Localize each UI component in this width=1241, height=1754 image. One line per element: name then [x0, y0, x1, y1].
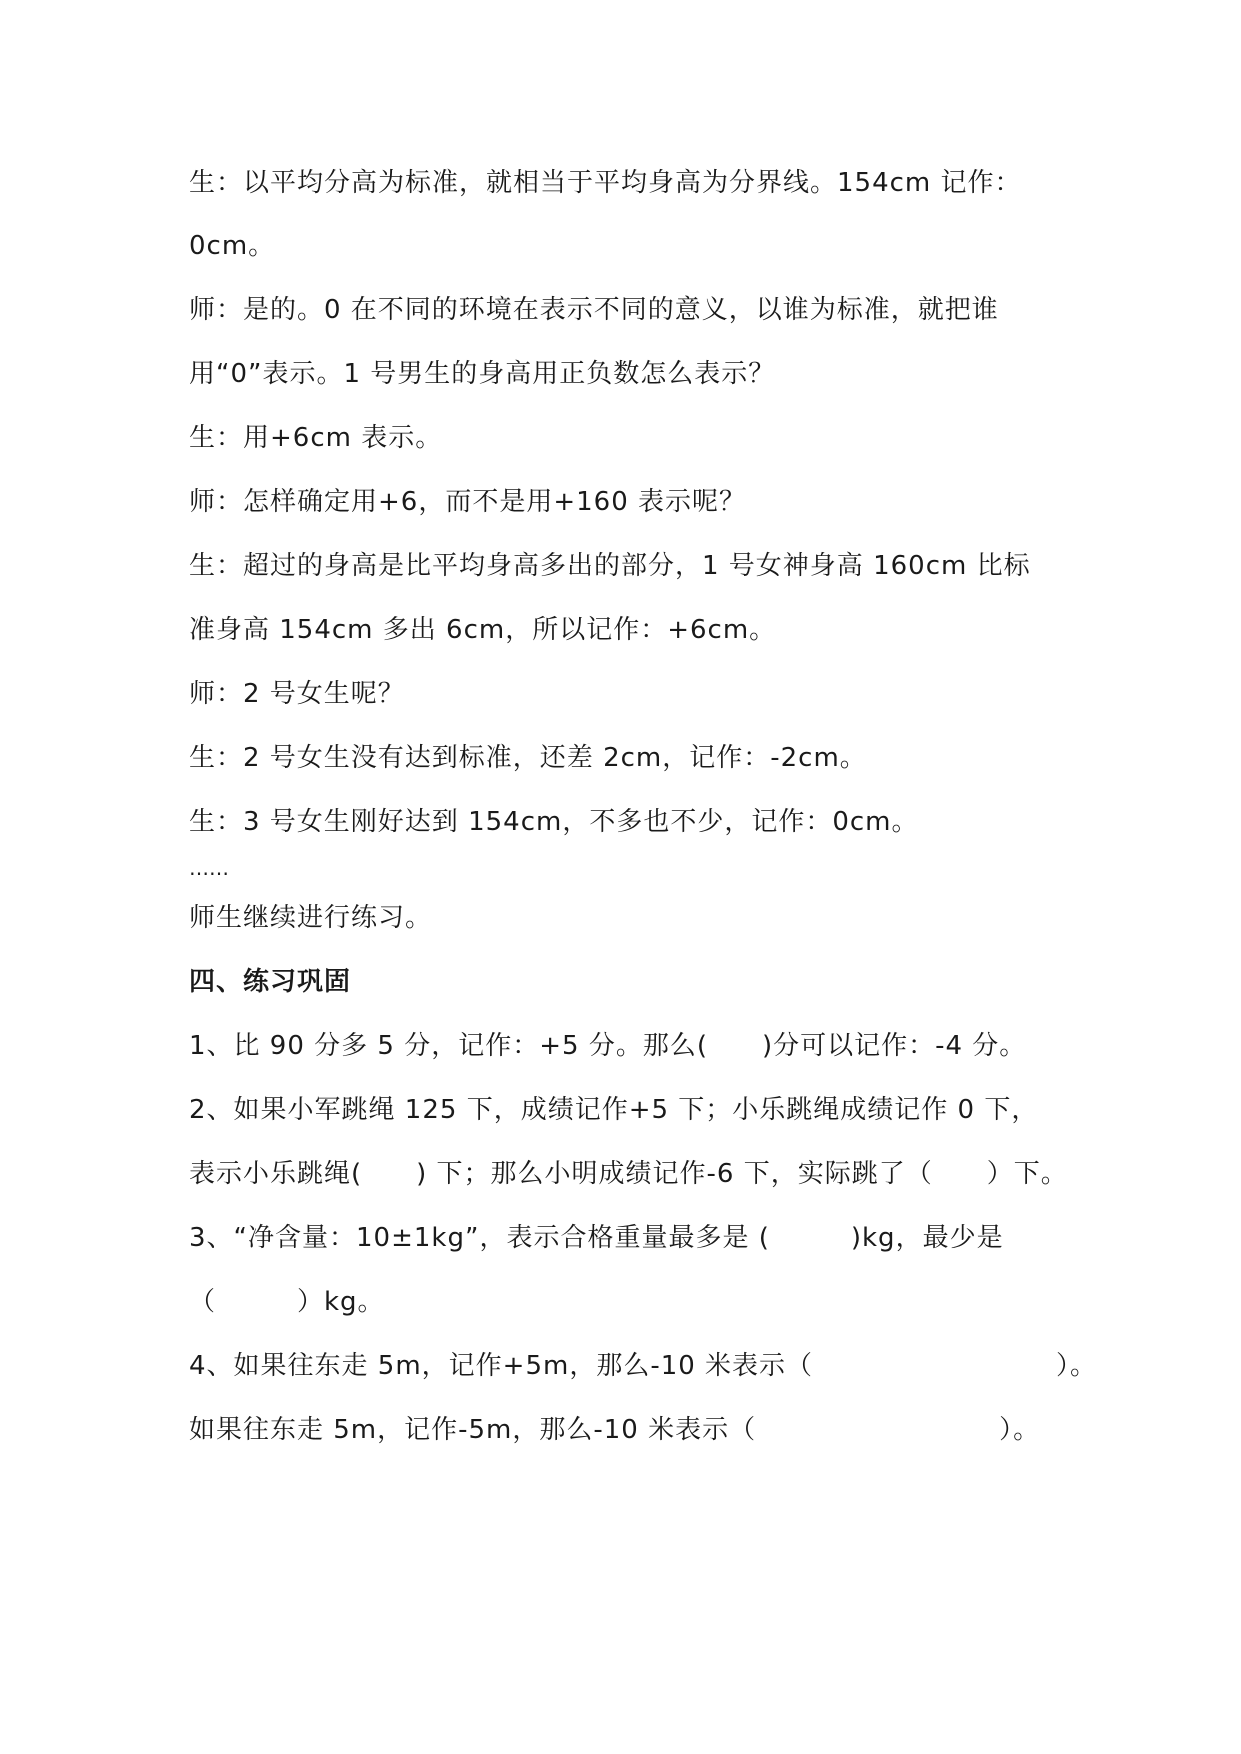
dialogue-line: 生：超过的身高是比平均身高多出的部分，1 号女神身高 160cm 比标	[189, 551, 1031, 581]
dialogue-line: 生：以平均分高为标准，就相当于平均身高为分界线。154cm 记作：	[189, 168, 1022, 198]
dialogue-line: 师生继续进行练习。	[189, 903, 433, 933]
dialogue-line: 0cm。	[189, 231, 276, 261]
dialogue-line: 生：2 号女生没有达到标准，还差 2cm，记作：-2cm。	[189, 743, 867, 773]
section-heading: 四、练习巩固	[189, 967, 352, 997]
dialogue-line: 生：3 号女生刚好达到 154cm，不多也不少，记作：0cm。	[189, 807, 919, 837]
dialogue-line: 准身高 154cm 多出 6cm，所以记作：+6cm。	[189, 615, 777, 645]
ellipsis: ……	[189, 856, 229, 880]
exercise-line: 1、比 90 分多 5 分，记作：+5 分。那么( )分可以记作：-4 分。	[189, 1031, 1027, 1061]
exercise-line: 如果往东走 5m，记作-5m，那么-10 米表示（ ）。	[189, 1415, 1041, 1445]
exercise-line: 表示小乐跳绳( ) 下；那么小明成绩记作-6 下，实际跳了（ ）下。	[189, 1159, 1068, 1189]
dialogue-line: 师：怎样确定用+6，而不是用+160 表示呢？	[189, 487, 747, 517]
exercise-line: 4、如果往东走 5m，记作+5m，那么-10 米表示（ ）。	[189, 1351, 1098, 1381]
exercise-line: 2、如果小军跳绳 125 下，成绩记作+5 下；小乐跳绳成绩记作 0 下，	[189, 1095, 1039, 1125]
dialogue-line: 师：是的。0 在不同的环境在表示不同的意义，以谁为标准，就把谁	[189, 295, 999, 325]
exercise-line: （ ）kg。	[189, 1287, 385, 1317]
dialogue-line: 用“0”表示。1 号男生的身高用正负数怎么表示？	[189, 359, 776, 389]
exercise-line: 3、“净含量：10±1kg”，表示合格重量最多是 ( )kg，最少是	[189, 1223, 1004, 1253]
dialogue-line: 生：用+6cm 表示。	[189, 423, 443, 453]
dialogue-line: 师：2 号女生呢？	[189, 679, 405, 709]
